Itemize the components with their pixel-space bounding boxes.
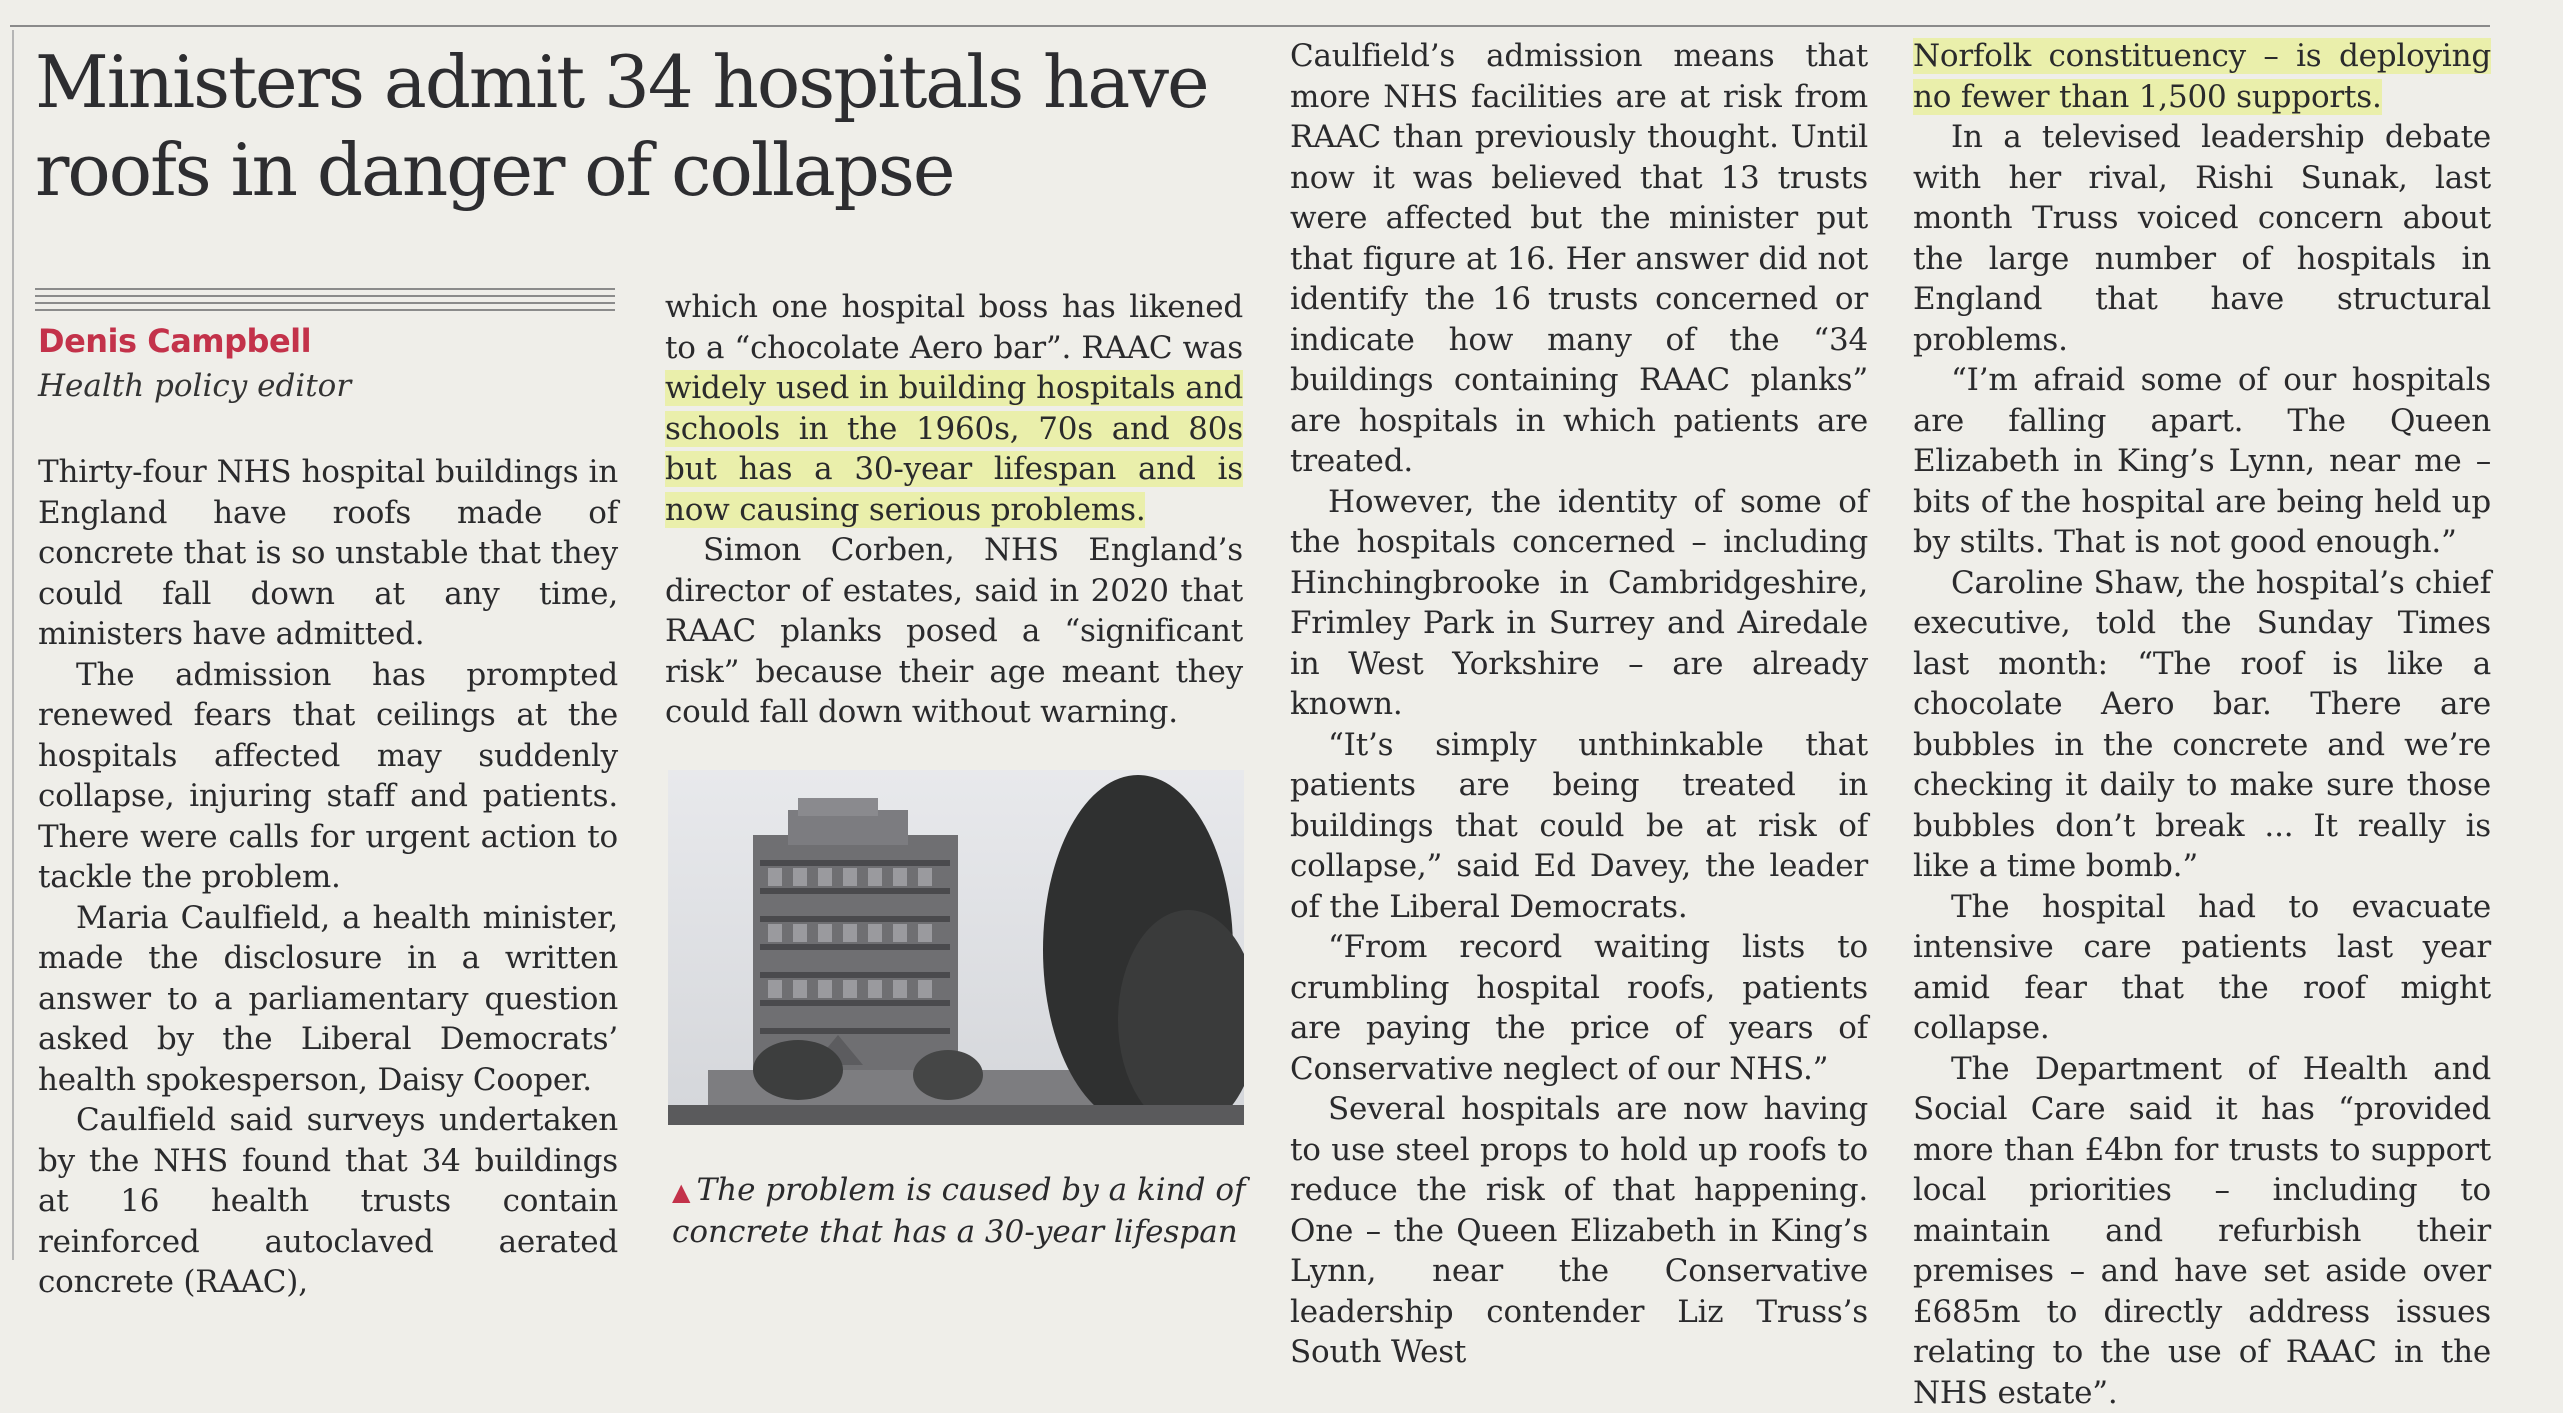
caption-text: The problem is caused by a kind of concrete that has a 30-year lifespan (672, 1172, 1245, 1250)
hospital-photo (668, 770, 1244, 1125)
paragraph: Caulfield said surveys undertaken by the NHS found that 34 buildings at 16 health trusts contain reinforced autoclaved aerated concrete (RAAC), (38, 1100, 618, 1303)
column-3 (1290, 36, 1868, 1373)
paragraph: The admission has prompted renewed fears that ceilings at the hospitals affected may suddenly collapse, injuring staff and patients. There were calls for urgent action to tackle the problem. (38, 655, 618, 898)
text-run: which one hospital boss has likened to a “chocolate Aero bar”. RAAC was (665, 289, 1243, 366)
byline-name: Denis Campbell (38, 322, 311, 360)
paragraph (1913, 36, 2491, 117)
top-rule (10, 25, 2490, 27)
headline: Ministers admit 34 hospitals have roofs in danger of collapse (35, 38, 1285, 214)
paragraph: Simon Corben, NHS England’s director of estates, said in 2020 that RAAC planks posed a “significant risk” because their age meant they could fall down without warning. (665, 530, 1243, 733)
paragraph: Thirty-four NHS hospital buildings in England have roofs made of concrete that is so unstable that they could fall down at any time, ministers have admitted. (38, 452, 618, 655)
column-4 (1913, 36, 2491, 1413)
paragraph: The Department of Health and Social Care said it has “provided more than £4bn for trusts to support local priorities – including to maintain and refurbish their premises – and have set aside over £685m to directly address issues relating to the use of RAAC in the NHS estate”. (1913, 1049, 2491, 1413)
paragraph: Several hospitals are now having to use steel props to hold up roofs to reduce the risk of that happening. One – the Queen Elizabeth in King’s Lynn, near the Conservative leadership contender Liz Truss’s South West (1290, 1089, 1868, 1373)
paragraph: Maria Caulfield, a health minister, made the disclosure in a written answer to a parliamentary question asked by the Liberal Democrats’ health spokesperson, Daisy Cooper. (38, 898, 618, 1101)
left-margin-line (12, 30, 14, 1260)
caption-triangle-icon: ▲ (672, 1178, 690, 1206)
column-2 (665, 287, 1243, 733)
photo-caption (672, 1170, 1262, 1252)
paragraph: “I’m afraid some of our hospitals are falling apart. The Queen Elizabeth in King’s Lynn, near me – bits of the hospital are being held up by stilts. That is not good enough.” (1913, 360, 2491, 563)
highlighted-text: Norfolk constituency – is deploying no fewer than 1,500 supports. (1913, 38, 2491, 115)
paragraph: In a televised leadership debate with her rival, Rishi Sunak, last month Truss voiced concern about the large number of hospitals in England that have structural problems. (1913, 117, 2491, 360)
byline-rules (35, 288, 615, 316)
paragraph: However, the identity of some of the hospitals concerned – including Hinchingbrooke in Cambridgeshire, Frimley Park in Surrey and Airedale in West Yorkshire – are already known. (1290, 482, 1868, 725)
paragraph: Caroline Shaw, the hospital’s chief executive, told the Sunday Times last month: “The roof is like a chocolate Aero bar. There are bubbles in the concrete and we’re checking it daily to make sure those bubbles don’t break ... It really is like a time bomb.” (1913, 563, 2491, 887)
byline-role: Health policy editor (38, 368, 351, 404)
paragraph: “It’s simply unthinkable that patients are being treated in buildings that could be at risk of collapse,” said Ed Davey, the leader of the Liberal Democrats. (1290, 725, 1868, 928)
paragraph: The hospital had to evacuate intensive care patients last year amid fear that the roof might collapse. (1913, 887, 2491, 1049)
paragraph: “From record waiting lists to crumbling hospital roofs, patients are paying the price of years of Conservative neglect of our NHS.” (1290, 927, 1868, 1089)
paragraph (665, 287, 1243, 530)
highlighted-text: widely used in building hospitals and schools in the 1960s, 70s and 80s but has a 30-year lifespan and is now causing serious problems. (665, 370, 1243, 528)
column-1 (38, 452, 618, 1303)
paragraph: Caulfield’s admission means that more NHS facilities are at risk from RAAC than previously thought. Until now it was believed that 13 trusts were affected but the minister put that figure at 16. Her answer did not identify the 16 trusts concerned or indicate how many of the “34 buildings containing RAAC planks” are hospitals in which patients are treated. (1290, 36, 1868, 482)
